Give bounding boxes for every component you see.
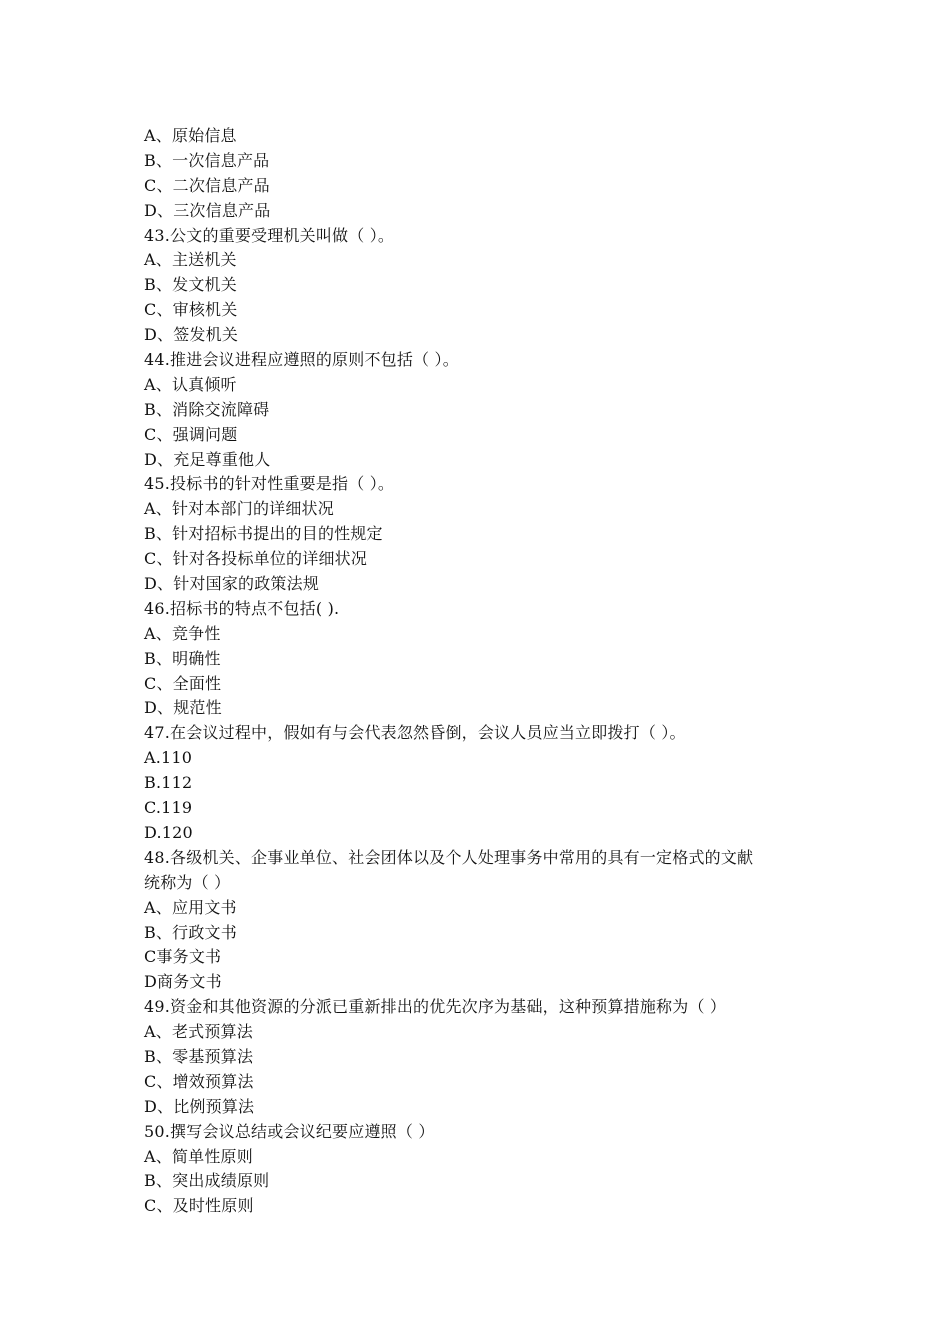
answer-option: A、简单性原则 <box>144 1146 253 1166</box>
answer-option: D、充足尊重他人 <box>144 449 271 469</box>
answer-option: D、三次信息产品 <box>144 200 271 220</box>
answer-option: B、针对招标书提出的目的性规定 <box>144 524 383 544</box>
question-text: 统称为（ ） <box>144 872 231 892</box>
question-text: 49.资金和其他资源的分派已重新排出的优先次序为基础，这种预算措施称为（ ） <box>144 997 727 1017</box>
answer-option: A.110 <box>144 748 193 768</box>
answer-option: C、针对各投标单位的详细状况 <box>144 549 368 569</box>
answer-option: D、针对国家的政策法规 <box>144 574 320 594</box>
answer-option: C.119 <box>144 798 193 818</box>
answer-option: C、审核机关 <box>144 300 238 320</box>
answer-option: A、针对本部门的详细状况 <box>144 499 334 519</box>
answer-option: D商务文书 <box>144 972 222 992</box>
answer-option: A、竞争性 <box>144 623 221 643</box>
answer-option: A、主送机关 <box>144 250 237 270</box>
answer-option: D、规范性 <box>144 698 222 718</box>
answer-option: A、认真倾听 <box>144 374 237 394</box>
answer-option: D、比例预算法 <box>144 1096 255 1116</box>
answer-option: A、应用文书 <box>144 897 237 917</box>
question-text: 43.公文的重要受理机关叫做（ ）。 <box>144 225 395 245</box>
answer-option: B、消除交流障碍 <box>144 399 270 419</box>
answer-option: C、及时性原则 <box>144 1196 254 1216</box>
answer-option: B、明确性 <box>144 648 221 668</box>
answer-option: C、增效预算法 <box>144 1071 254 1091</box>
answer-option: B、突出成绩原则 <box>144 1171 270 1191</box>
question-text: 44.推进会议进程应遵照的原则不包括（ ）。 <box>144 350 459 370</box>
answer-option: C、二次信息产品 <box>144 175 270 195</box>
answer-option: C、全面性 <box>144 673 222 693</box>
answer-option: D.120 <box>144 822 193 842</box>
answer-option: B.112 <box>144 773 193 793</box>
answer-option: C、强调问题 <box>144 424 238 444</box>
answer-option: B、行政文书 <box>144 922 237 942</box>
document-body <box>144 124 824 1219</box>
answer-option: A、原始信息 <box>144 126 237 145</box>
answer-option: D、签发机关 <box>144 325 239 345</box>
question-text: 47.在会议过程中，假如有与会代表忽然昏倒，会议人员应当立即拨打（ ）。 <box>144 723 686 743</box>
question-text: 46.招标书的特点不包括( ). <box>144 598 340 618</box>
answer-option: C事务文书 <box>144 947 222 967</box>
answer-option: B、零基预算法 <box>144 1046 254 1066</box>
question-text: 48.各级机关、企事业单位、社会团体以及个人处理事务中常用的具有一定格式的文献 <box>144 847 754 867</box>
question-text: 50.撰写会议总结或会议纪要应遵照（ ） <box>144 1121 435 1141</box>
answer-option: A、老式预算法 <box>144 1022 253 1042</box>
question-text: 45.投标书的针对性重要是指（ ）。 <box>144 474 395 494</box>
answer-option: B、发文机关 <box>144 275 237 295</box>
answer-option: B、一次信息产品 <box>144 150 270 170</box>
